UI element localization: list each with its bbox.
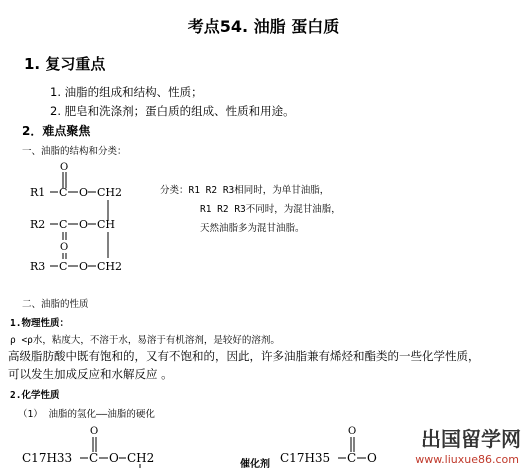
reactant-o-top: O	[90, 426, 99, 437]
chemical-paragraph-line-1: 高级脂肪酸中既有饱和的，又有不饱和的，因此，许多油脂兼有烯烃和酯类的一些化学性质，	[8, 349, 480, 363]
formula-o3: O	[60, 242, 69, 253]
reactant-group: C17H33	[22, 451, 73, 465]
review-item-2: 2. 肥皂和洗涤剂；蛋白质的组成、性质和用途。	[50, 104, 295, 118]
properties-subheading: 二、油脂的性质	[22, 299, 89, 310]
reactant-c: C	[89, 451, 99, 465]
product-o: O	[367, 451, 377, 465]
review-item-1: 1. 油脂的组成和结构、性质；	[50, 85, 203, 99]
catalyst-label: 催化剂	[240, 459, 270, 468]
reactant-ch2: CH2	[127, 451, 155, 465]
triglyceride-formula	[30, 160, 140, 285]
formula-r1: R1	[30, 186, 46, 199]
formula-ch2-bottom: CH2	[97, 260, 123, 273]
formula-o1: O	[60, 162, 69, 173]
formula-c3: C	[59, 260, 68, 273]
watermark-logo-text: 出国留学网	[421, 427, 521, 451]
formula-c2: C	[59, 218, 68, 231]
reactant-o: O	[109, 451, 119, 465]
formula-o4: O	[79, 218, 89, 231]
formula-c1: C	[59, 186, 68, 199]
classification-line-2: R1 R2 R3不同时，为混甘油脂，	[200, 204, 341, 215]
chemical-heading: 2.化学性质	[10, 390, 60, 401]
formula-r2: R2	[30, 218, 46, 231]
section-review-heading: 1. 复习重点	[24, 55, 106, 73]
product-c: C	[347, 451, 357, 465]
watermark-url: www.liuxue86.com	[415, 453, 519, 466]
physical-text: ρ <ρ水，粘度大，不溶于水，易溶于有机溶剂，是较好的溶剂。	[10, 335, 280, 346]
formula-ch2-top: CH2	[97, 186, 123, 199]
formula-ch: CH	[97, 218, 116, 231]
formula-o2: O	[79, 186, 89, 199]
physical-heading: 1.物理性质：	[10, 318, 69, 329]
classification-line-3: 天然油脂多为混甘油脂。	[200, 223, 305, 234]
structure-subheading: 一、油脂的结构和分类：	[22, 146, 127, 157]
product-group: C17H35	[280, 451, 331, 465]
product-o-top: O	[348, 426, 357, 437]
classification-line-1: 分类：R1 R2 R3相同时，为单甘油脂，	[160, 185, 330, 196]
chemical-paragraph-line-2: 可以发生加成反应和水解反应 。	[8, 367, 173, 381]
hydrogenation-heading: （1） 油脂的氢化——油脂的硬化	[18, 409, 155, 420]
formula-o5: O	[79, 260, 89, 273]
section-difficulty-heading: 2．难点聚焦	[22, 124, 91, 138]
hydrogenation-reaction	[22, 424, 402, 468]
page-title: 考点54. 油脂 蛋白质	[187, 17, 340, 36]
formula-r3: R3	[30, 260, 46, 273]
